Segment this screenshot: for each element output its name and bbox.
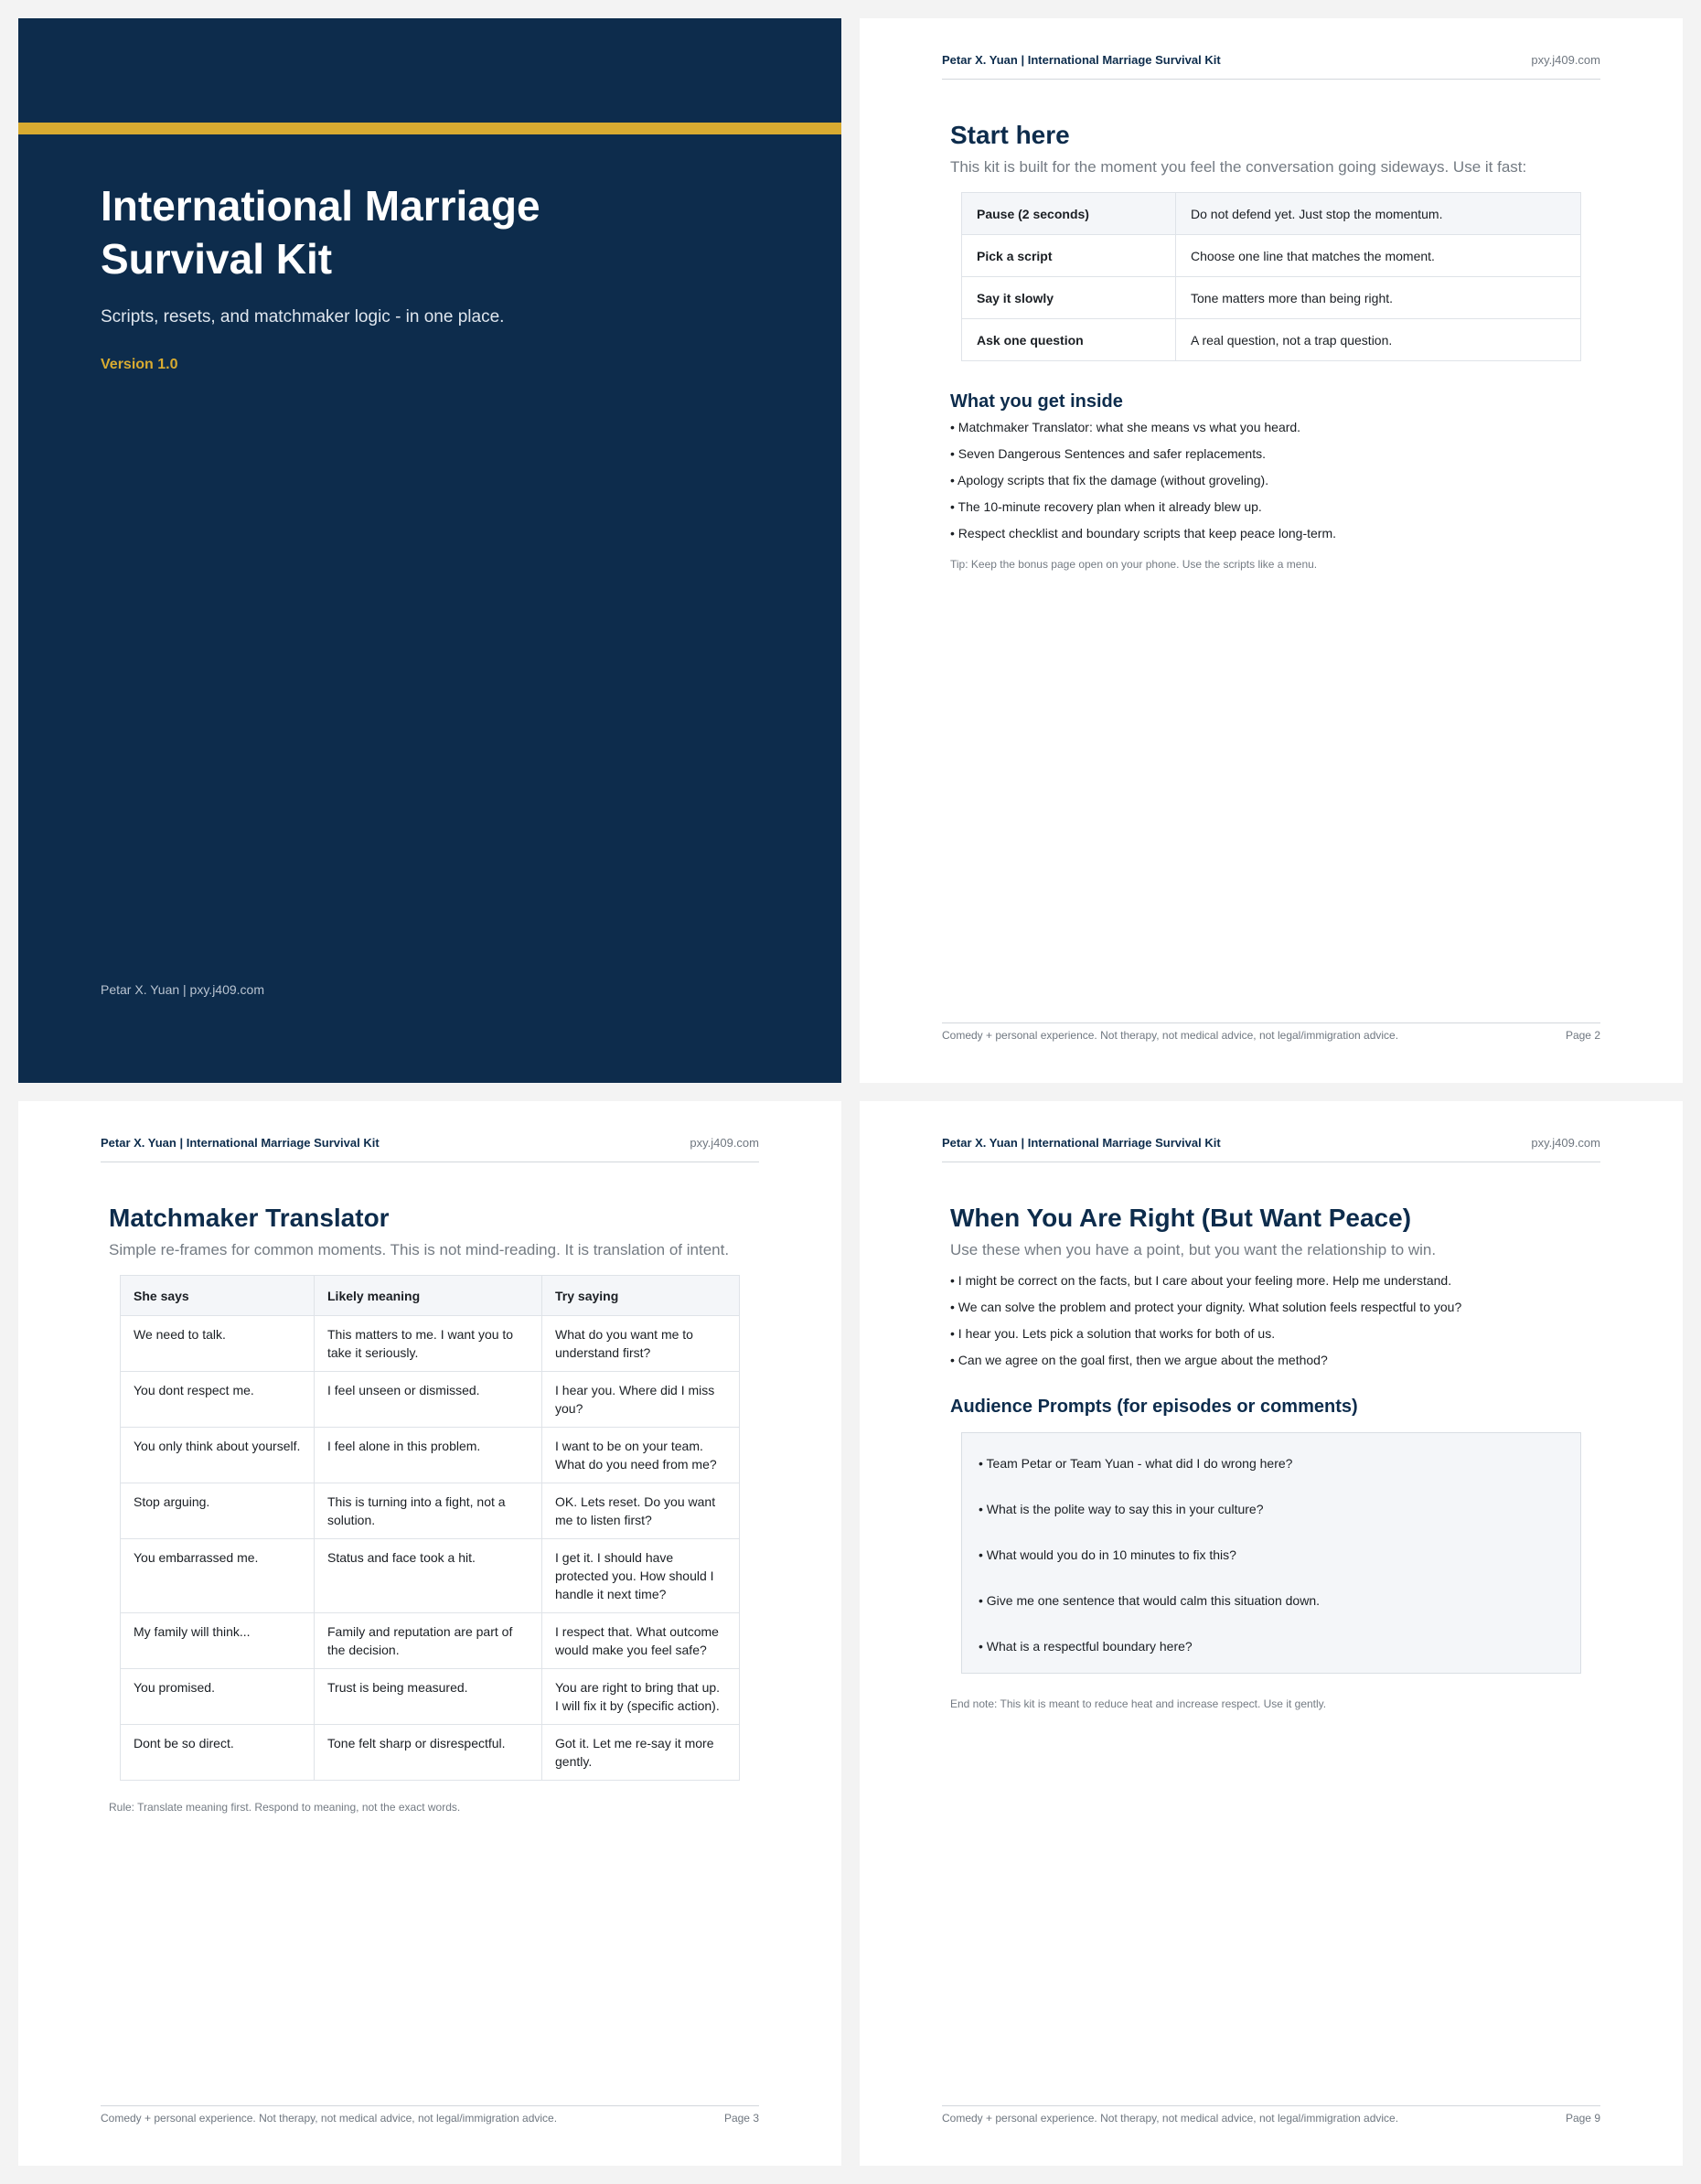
she-says-cell: My family will think... — [121, 1613, 315, 1669]
table-row — [121, 1483, 740, 1539]
try-saying-cell: Got it. Let me re-say it more gently. — [542, 1725, 740, 1781]
cover-subtitle: Scripts, resets, and matchmaker logic - in one place. — [101, 307, 505, 327]
table-header-row — [121, 1276, 740, 1316]
cover-accent-bar — [18, 123, 841, 134]
column-header-try-saying: Try saying — [542, 1276, 740, 1316]
table-row — [121, 1613, 740, 1669]
page-heading: Matchmaker Translator — [109, 1204, 390, 1232]
steps-table — [961, 192, 1581, 361]
list-item: • Seven Dangerous Sentences and safer replacements. — [950, 446, 1266, 461]
column-header-she-says: She says — [121, 1276, 315, 1316]
footer-disclaimer: Comedy + personal experience. Not therapy, not medical advice, not legal/immigration advice. — [942, 2112, 1399, 2125]
table-row — [121, 1316, 740, 1372]
prompts-heading: Audience Prompts (for episodes or comments) — [950, 1397, 1358, 1417]
likely-meaning-cell: Tone felt sharp or disrespectful. — [315, 1725, 542, 1781]
header-title: Petar X. Yuan | International Marriage Survival Kit — [942, 1136, 1221, 1150]
page-lead: This kit is built for the moment you feel the conversation going sideways. Use it fast: — [950, 158, 1527, 176]
step-row — [962, 319, 1581, 361]
table-row — [121, 1669, 740, 1725]
page-number: Page 9 — [1565, 2112, 1600, 2125]
she-says-cell: You promised. — [121, 1669, 315, 1725]
step-label: Say it slowly — [962, 277, 1176, 319]
page-matchmaker-translator — [18, 1101, 841, 2166]
cover-footer: Petar X. Yuan | pxy.j409.com — [101, 982, 264, 997]
she-says-cell: Stop arguing. — [121, 1483, 315, 1539]
likely-meaning-cell: Trust is being measured. — [315, 1669, 542, 1725]
table-row — [121, 1372, 740, 1428]
she-says-cell: You only think about yourself. — [121, 1428, 315, 1483]
header-site: pxy.j409.com — [1531, 1136, 1600, 1150]
try-saying-cell: You are right to bring that up. I will fix it by (specific action). — [542, 1669, 740, 1725]
try-saying-cell: I want to be on your team. What do you need from me? — [542, 1428, 740, 1483]
header-site: pxy.j409.com — [1531, 53, 1600, 67]
page-start-here — [860, 18, 1683, 1083]
list-item: • We can solve the problem and protect your dignity. What solution feels respectful to you? — [950, 1300, 1462, 1314]
step-description: Tone matters more than being right. — [1176, 277, 1581, 319]
table-row — [121, 1539, 740, 1613]
page-content — [950, 117, 1592, 571]
prompt-item: • What is a respectful boundary here? — [979, 1639, 1193, 1654]
list-item: • Can we agree on the goal first, then we argue about the method? — [950, 1353, 1328, 1367]
step-label: Ask one question — [962, 319, 1176, 361]
likely-meaning-cell: Status and face took a hit. — [315, 1539, 542, 1613]
running-footer — [101, 2105, 759, 2125]
cover-title: International Marriage Survival Kit — [101, 182, 540, 283]
likely-meaning-cell: I feel alone in this problem. — [315, 1428, 542, 1483]
try-saying-cell: I respect that. What outcome would make you feel safe? — [542, 1613, 740, 1669]
likely-meaning-cell: This matters to me. I want you to take it seriously. — [315, 1316, 542, 1372]
likely-meaning-cell: Family and reputation are part of the decision. — [315, 1613, 542, 1669]
prompt-item: • What would you do in 10 minutes to fix this? — [979, 1547, 1236, 1562]
translator-table — [120, 1275, 740, 1781]
list-item: • The 10-minute recovery plan when it already blew up. — [950, 499, 1262, 514]
list-item: • Apology scripts that fix the damage (without groveling). — [950, 473, 1269, 487]
page-lead: Simple re-frames for common moments. This is not mind-reading. It is translation of intent. — [109, 1241, 730, 1258]
page-heading: When You Are Right (But Want Peace) — [950, 1204, 1412, 1232]
page-content — [109, 1200, 751, 1814]
running-header — [942, 53, 1600, 80]
she-says-cell: You dont respect me. — [121, 1372, 315, 1428]
likely-meaning-cell: This is turning into a fight, not a solution. — [315, 1483, 542, 1539]
prompt-item: • Give me one sentence that would calm this situation down. — [979, 1593, 1320, 1608]
step-description: Choose one line that matches the moment. — [1176, 235, 1581, 277]
inside-heading: What you get inside — [950, 391, 1123, 412]
rule-note: Rule: Translate meaning first. Respond to meaning, not the exact words. — [109, 1801, 461, 1814]
page-when-you-are-right — [860, 1101, 1683, 2166]
try-saying-cell: OK. Lets reset. Do you want me to listen first? — [542, 1483, 740, 1539]
header-title: Petar X. Yuan | International Marriage Survival Kit — [101, 1136, 380, 1150]
step-row — [962, 193, 1581, 235]
cover-version: Version 1.0 — [101, 357, 178, 372]
step-description: Do not defend yet. Just stop the momentum. — [1176, 193, 1581, 235]
list-item: • Matchmaker Translator: what she means vs what you heard. — [950, 420, 1301, 434]
try-saying-cell: I hear you. Where did I miss you? — [542, 1372, 740, 1428]
page-number: Page 2 — [1565, 1029, 1600, 1042]
step-description: A real question, not a trap question. — [1176, 319, 1581, 361]
tip-note: Tip: Keep the bonus page open on your phone. Use the scripts like a menu. — [950, 558, 1318, 571]
page-content — [950, 1200, 1592, 1710]
peace-lines-list — [950, 1268, 1592, 1374]
she-says-cell: Dont be so direct. — [121, 1725, 315, 1781]
inside-list — [950, 414, 1592, 547]
prompt-item: • Team Petar or Team Yuan - what did I do wrong here? — [979, 1456, 1293, 1471]
step-label: Pick a script — [962, 235, 1176, 277]
prompt-item: • What is the polite way to say this in your culture? — [979, 1502, 1264, 1516]
footer-disclaimer: Comedy + personal experience. Not therapy, not medical advice, not legal/immigration advice. — [101, 2112, 558, 2125]
running-header — [101, 1136, 759, 1162]
try-saying-cell: I get it. I should have protected you. How should I handle it next time? — [542, 1539, 740, 1613]
running-footer — [942, 2105, 1600, 2125]
page-heading: Start here — [950, 121, 1070, 149]
table-row — [121, 1428, 740, 1483]
she-says-cell: We need to talk. — [121, 1316, 315, 1372]
likely-meaning-cell: I feel unseen or dismissed. — [315, 1372, 542, 1428]
running-header — [942, 1136, 1600, 1162]
footer-disclaimer: Comedy + personal experience. Not therapy, not medical advice, not legal/immigration advice. — [942, 1029, 1399, 1042]
header-title: Petar X. Yuan | International Marriage Survival Kit — [942, 53, 1221, 67]
page-number: Page 3 — [723, 2112, 759, 2125]
step-row — [962, 235, 1581, 277]
header-site: pxy.j409.com — [690, 1136, 759, 1150]
column-header-likely-meaning: Likely meaning — [315, 1276, 542, 1316]
page-lead: Use these when you have a point, but you want the relationship to win. — [950, 1241, 1437, 1258]
list-item: • Respect checklist and boundary scripts that keep peace long-term. — [950, 526, 1337, 541]
audience-prompts-box — [961, 1432, 1581, 1674]
list-item: • I might be correct on the facts, but I care about your feeling more. Help me understand. — [950, 1273, 1452, 1288]
step-row — [962, 277, 1581, 319]
cover-page — [18, 18, 841, 1083]
running-footer — [942, 1022, 1600, 1042]
she-says-cell: You embarrassed me. — [121, 1539, 315, 1613]
step-label: Pause (2 seconds) — [962, 193, 1176, 235]
table-row — [121, 1725, 740, 1781]
list-item: • I hear you. Lets pick a solution that works for both of us. — [950, 1326, 1276, 1341]
end-note: End note: This kit is meant to reduce heat and increase respect. Use it gently. — [950, 1697, 1327, 1710]
try-saying-cell: What do you want me to understand first? — [542, 1316, 740, 1372]
